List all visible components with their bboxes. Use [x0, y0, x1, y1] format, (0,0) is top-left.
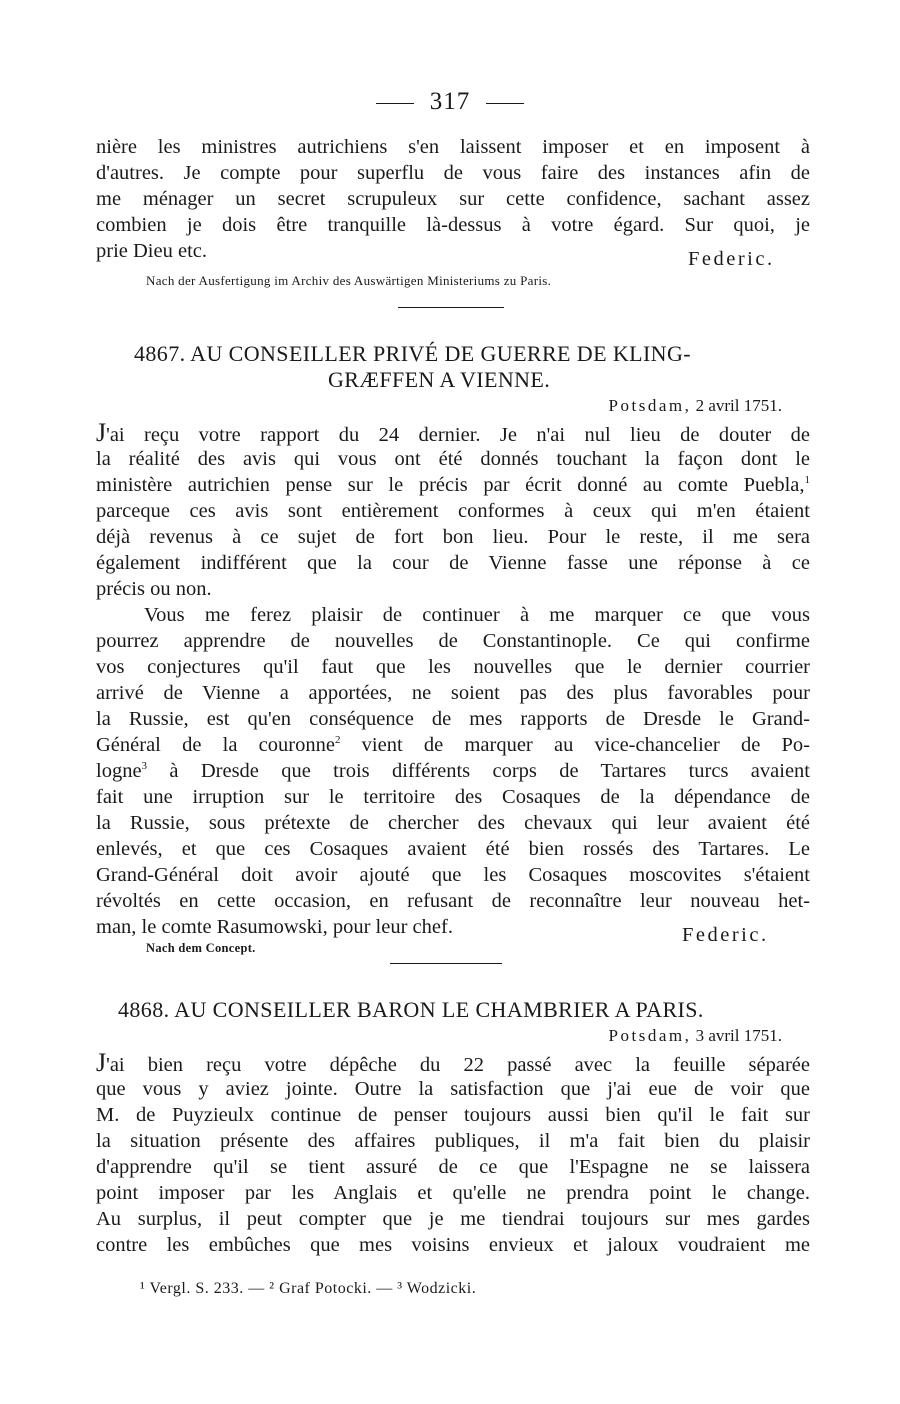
text-line	[96, 1050, 810, 1076]
continuation-text	[96, 134, 810, 264]
text-line: la réalité des avis qui vous ont été donnés touchant la façon dont le	[96, 448, 810, 470]
signature: Federic.	[682, 924, 769, 946]
page-number-rule-right	[486, 103, 524, 104]
letter-heading: 4868. AU CONSEILLER BARON LE CHAMBRIER A PARIS.	[118, 997, 704, 1022]
text-run: 'ai reçu votre rapport du 24 dernier. Je n'ai nul lieu de douter de	[106, 424, 810, 446]
initial-letter: J	[96, 1048, 107, 1077]
text-line	[96, 758, 810, 784]
text-run: 'ai bien reçu votre dépêche du 22 passé avec la feuille séparée	[106, 1054, 810, 1076]
text-line: me ménager un secret scrupuleux sur cette confidence, sachant assez	[96, 188, 810, 210]
text-line: Au surplus, il peut compter que je me tiendrai toujours sur mes gardes	[96, 1208, 810, 1230]
text-line: nière les ministres autrichiens s'en laissent imposer et en imposent à	[96, 136, 810, 158]
footnotes: ¹ Vergl. S. 233. — ² Graf Potocki. — ³ Wodzicki.	[140, 1280, 477, 1297]
text-line: Vous me ferez plaisir de continuer à me marquer ce que vous	[144, 604, 810, 626]
text-run: ministère autrichien pense sur le précis par écrit donné au comte Puebla,	[96, 474, 805, 496]
text-line	[96, 420, 810, 446]
text-run: Général de la couronne	[96, 734, 335, 756]
text-line: combien je dois être tranquille là-dessus à votre égard. Sur quoi, je	[96, 214, 810, 236]
dateline	[609, 396, 782, 416]
letter-heading: 4867. AU CONSEILLER PRIVÉ DE GUERRE DE KLING-	[134, 341, 691, 366]
text-line: déjà revenus à ce sujet de fort bon lieu. Pour le reste, il me sera	[96, 526, 810, 548]
text-line: d'autres. Je compte pour superflu de vous faire des instances afin de	[96, 162, 810, 184]
signature: Federic.	[688, 248, 775, 270]
text-line: enlevés, et que ces Cosaques avaient été bien rossés des Tartares. Le	[96, 838, 810, 860]
text-line: précis ou non.	[96, 578, 212, 600]
text-line: que vous y aviez jointe. Outre la satisfaction que j'ai eue de voir que	[96, 1078, 810, 1100]
text-run: logne	[96, 760, 142, 782]
text-run: à Dresde que trois différents corps de Tartares turcs avaient	[147, 760, 810, 782]
text-line: point imposer par les Anglais et qu'elle ne prendra point le change.	[96, 1182, 810, 1204]
text-run: vient de marquer au vice-chancelier de Po-	[340, 734, 810, 756]
page-number-rule-left	[376, 103, 414, 104]
page-number-text: 317	[429, 88, 471, 115]
dateline-date: 2 avril 1751.	[691, 396, 782, 415]
text-line: parceque ces avis sont entièrement conformes à ceux qui m'en étaient	[96, 500, 810, 522]
text-line: man, le comte Rasumowski, pour leur chef.	[96, 916, 453, 938]
text-line: la situation présente des affaires publiques, il m'a fait bien du plaisir	[96, 1130, 810, 1152]
footnote-marker: 1	[804, 474, 810, 486]
section-divider	[398, 307, 504, 308]
text-line: d'apprendre qu'il se tient assuré de ce que l'Espagne ne se laissera	[96, 1156, 810, 1178]
text-line: arrivé de Vienne a apportées, ne soient pas des plus favorables pour	[96, 682, 810, 704]
dateline-date: 3 avril 1751.	[691, 1026, 782, 1045]
page-number	[0, 88, 900, 116]
text-line: fait une irruption sur le territoire des Cosaques de la dépendance de	[96, 786, 810, 808]
section-divider	[390, 963, 502, 964]
text-line: la Russie, sous prétexte de chercher des chevaux qui leur avaient été	[96, 812, 810, 834]
footnote-marker: 2	[334, 734, 341, 746]
text-line: Grand-Général doit avoir ajouté que les Cosaques moscovites s'étaient	[96, 864, 810, 886]
dateline-place: Potsdam,	[608, 1026, 692, 1045]
initial-letter: J	[96, 418, 107, 447]
text-line: la Russie, est qu'en conséquence de mes rapports de Dresde le Grand-	[96, 708, 810, 730]
text-line: également indifférent que la cour de Vienne fasse une réponse à ce	[96, 552, 810, 574]
dateline	[609, 1026, 782, 1046]
letter-body	[96, 420, 810, 940]
source-note: Nach der Ausfertigung im Archiv des Auswärtigen Ministeriums zu Paris.	[146, 273, 552, 288]
letter-heading-continued: GRÆFFEN A VIENNE.	[328, 367, 551, 392]
text-line: vos conjectures qu'il faut que les nouvelles que le dernier courrier	[96, 656, 810, 678]
text-line: prie Dieu etc.	[96, 240, 207, 262]
dateline-place: Potsdam,	[608, 396, 692, 415]
text-line: M. de Puyzieulx continue de penser toujours aussi bien qu'il le fait sur	[96, 1104, 810, 1126]
letter-body	[96, 1050, 810, 1258]
text-line: révoltés en cette occasion, en refusant de reconnaître leur nouveau het-	[96, 890, 810, 912]
source-note: Nach dem Concept.	[146, 941, 256, 955]
text-line: contre les embûches que mes voisins envieux et jaloux voudraient me	[96, 1234, 810, 1256]
text-line	[96, 732, 810, 758]
text-line	[96, 472, 810, 498]
footnote-marker: 3	[141, 760, 148, 772]
text-line: pourrez apprendre de nouvelles de Constantinople. Ce qui confirme	[96, 630, 810, 652]
